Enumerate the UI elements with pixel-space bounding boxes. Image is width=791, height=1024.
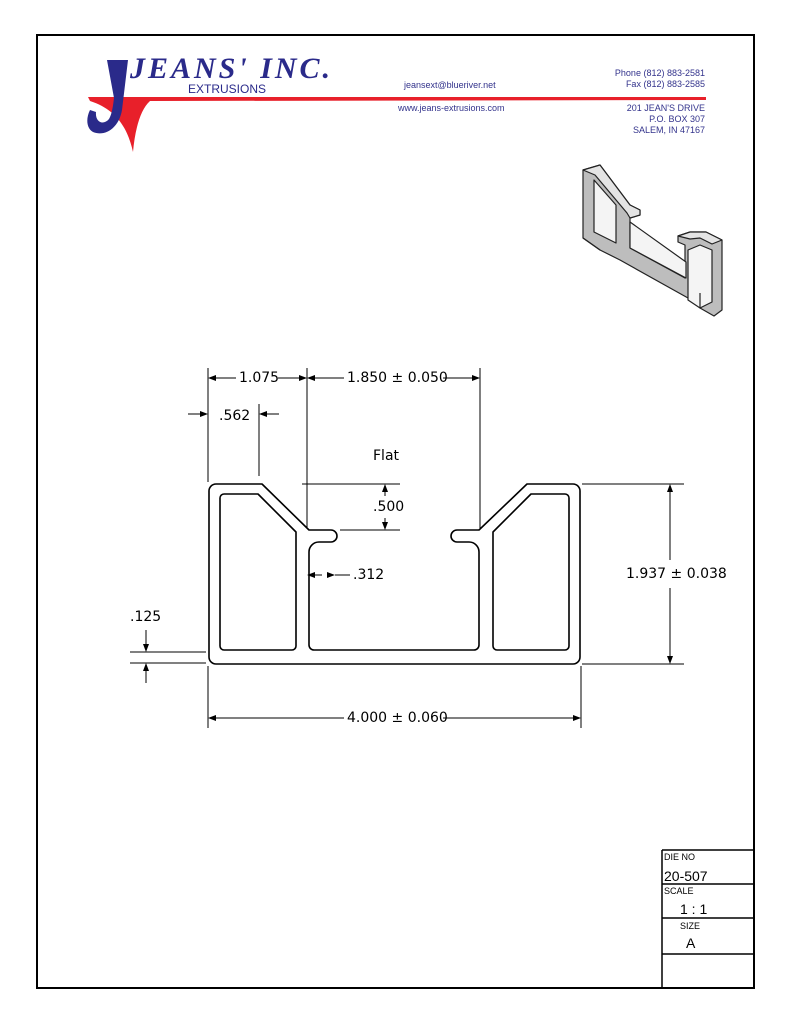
website-text: www.jeans-extrusions.com (398, 103, 505, 113)
size-value: A (686, 935, 696, 951)
size-label: SIZE (680, 921, 701, 931)
dim-lip: .562 (219, 408, 251, 424)
dim-width: 4.000 ± 0.060 (347, 710, 448, 726)
scale-value: 1 : 1 (680, 901, 708, 917)
dim-top-center: 1.850 ± 0.050 (347, 370, 448, 386)
phone-text: Phone (812) 883-2581 (614, 68, 705, 78)
note-flat: Flat (373, 448, 400, 464)
fax-text: Fax (812) 883-2585 (625, 79, 705, 89)
dimension-arrows (143, 375, 673, 721)
scale-label: SCALE (664, 886, 694, 896)
isometric-view (583, 165, 722, 316)
logo-subtitle: EXTRUSIONS (188, 82, 267, 96)
dim-wall: .125 (130, 609, 162, 625)
dim-top-left: 1.075 (239, 370, 280, 386)
die-no-value: 20-507 (664, 868, 708, 884)
address-line-1: 201 JEAN'S DRIVE (626, 103, 705, 113)
dim-slot-width: .312 (353, 567, 385, 583)
dim-height: 1.937 ± 0.038 (626, 566, 727, 582)
contact-block (615, 68, 705, 90)
address-line-3: SALEM, IN 47167 (632, 125, 705, 135)
address-line-2: P.O. BOX 307 (649, 114, 705, 124)
email-text: jeansext@blueriver.net (404, 80, 496, 90)
logo-text: JEANS' INC. (130, 52, 334, 85)
die-no-label: DIE NO (664, 852, 696, 862)
dimension-lines (130, 368, 684, 728)
dim-slot-depth: .500 (373, 499, 405, 515)
address-block (627, 103, 705, 136)
